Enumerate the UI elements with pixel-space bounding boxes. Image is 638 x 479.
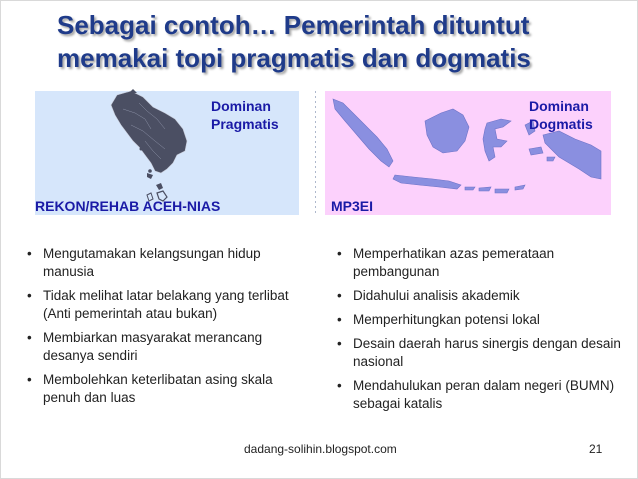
right-panel-label [529, 97, 593, 133]
aceh-map-icon [101, 89, 211, 207]
list-item: • Membolehkan keterlibatan asing skala penuh dan luas [25, 371, 295, 407]
right-panel-name: MP3EI [331, 198, 374, 214]
left-label-line-2: Pragmatis [211, 116, 279, 132]
list-item: • Tidak melihat latar belakang yang terlibat (Anti pemerintah atau bukan) [25, 287, 295, 323]
footer-source: dadang-solihin.blogspot.com [244, 442, 397, 456]
list-item: • Memperhatikan azas pemerataan pembangunan [335, 245, 625, 281]
right-label-line-1: Dominan [529, 98, 589, 114]
left-bullet-list [25, 245, 295, 413]
left-panel-name: REKON/REHAB ACEH-NIAS [35, 198, 221, 214]
list-item: • Desain daerah harus sinergis dengan desain nasional [335, 335, 625, 371]
list-item: • Didahului analisis akademik [335, 287, 625, 305]
left-label-line-1: Dominan [211, 98, 271, 114]
slide-title [57, 9, 617, 75]
list-item: • Membiarkan masyarakat merancang desanya sendiri [25, 329, 295, 365]
right-label-line-2: Dogmatis [529, 116, 593, 132]
title-line-2: memakai topi pragmatis dan dogmatis [57, 43, 531, 73]
page-number: 21 [589, 442, 603, 456]
right-bullet-list [335, 245, 625, 419]
panel-divider [315, 91, 316, 215]
list-item: • Mengutamakan kelangsungan hidup manusia [25, 245, 295, 281]
title-line-1: Sebagai contoh… Pemerintah dituntut [57, 10, 530, 40]
list-item: • Memperhitungkan potensi lokal [335, 311, 625, 329]
list-item: • Mendahulukan peran dalam negeri (BUMN) sebagai katalis [335, 377, 625, 413]
left-panel-label [211, 97, 279, 133]
